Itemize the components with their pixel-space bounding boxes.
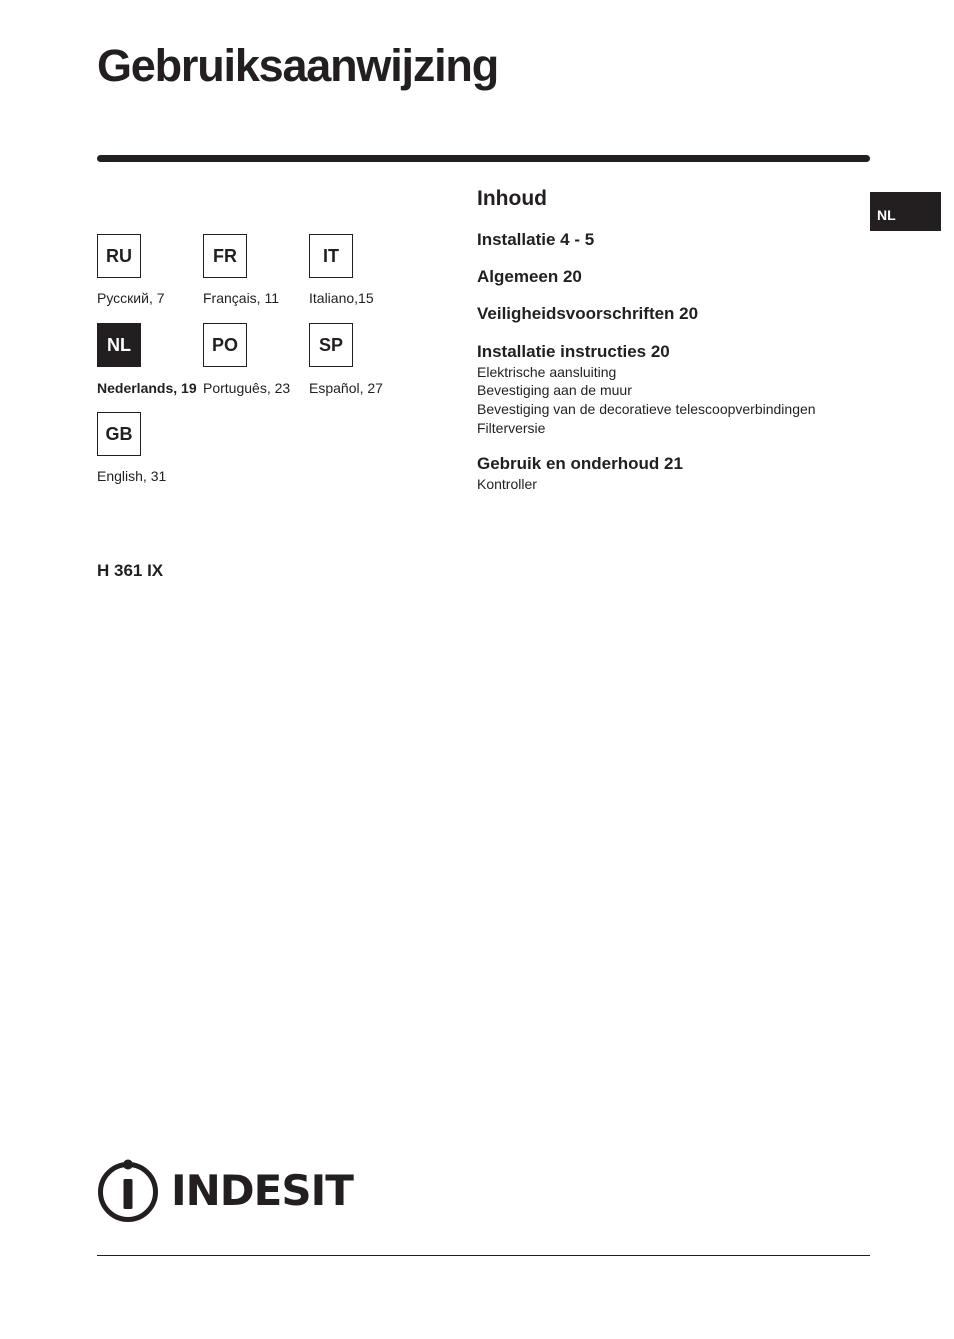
lang-box-ru[interactable]: RU	[97, 234, 141, 278]
lang-box-fr[interactable]: FR	[203, 234, 247, 278]
side-language-tab: NL	[870, 192, 941, 231]
lang-label-nl: Nederlands, 19	[97, 380, 197, 396]
brand-wordmark: INDESIT	[171, 1166, 353, 1215]
toc-item[interactable]: Kontroller	[477, 476, 537, 492]
footer-rule	[97, 1255, 870, 1256]
toc-heading-veiligheid[interactable]: Veiligheidsvoorschriften 20	[477, 304, 699, 323]
lang-label-it: Italiano,15	[309, 290, 374, 306]
page-title: Gebruiksaanwijzing	[97, 40, 499, 91]
indesit-i-logo-icon	[97, 1159, 159, 1223]
lang-label-ru: Русский, 7	[97, 290, 165, 306]
brand-logo	[97, 1158, 353, 1224]
toc-item[interactable]: Bevestiging aan de muur	[477, 382, 632, 398]
lang-label-po: Português, 23	[203, 380, 291, 396]
toc-heading-installatie-instructies[interactable]: Installatie instructies 20	[477, 342, 670, 361]
toc-item[interactable]: Bevestiging van de decoratieve telescoopverbindingen	[477, 401, 816, 417]
toc-heading-installatie[interactable]: Installatie 4 - 5	[477, 230, 595, 249]
lang-label-fr: Français, 11	[203, 290, 279, 306]
lang-box-it[interactable]: IT	[309, 234, 353, 278]
lang-label-gb: English, 31	[97, 468, 167, 484]
model-number: H 361 IX	[97, 561, 164, 580]
toc-heading-algemeen[interactable]: Algemeen 20	[477, 267, 582, 286]
header-rule	[97, 155, 870, 162]
toc-item[interactable]: Elektrische aansluiting	[477, 364, 617, 380]
toc-item[interactable]: Filterversie	[477, 420, 546, 436]
lang-box-po[interactable]: PO	[203, 323, 247, 367]
lang-box-sp[interactable]: SP	[309, 323, 353, 367]
toc-heading-gebruik[interactable]: Gebruik en onderhoud 21	[477, 454, 683, 473]
lang-box-nl[interactable]: NL	[97, 323, 141, 367]
lang-label-sp: Español, 27	[309, 380, 383, 396]
toc-title: Inhoud	[477, 187, 547, 210]
lang-box-gb[interactable]: GB	[97, 412, 141, 456]
